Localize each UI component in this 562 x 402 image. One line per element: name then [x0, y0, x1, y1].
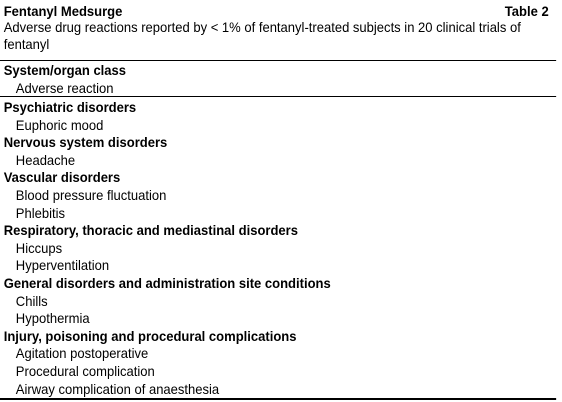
adverse-reaction: Agitation postoperative	[15, 345, 149, 362]
header-adverse-reaction: Adverse reaction	[15, 79, 114, 96]
group-respiratory	[4, 222, 553, 275]
adverse-reaction: Phlebitis	[15, 204, 66, 221]
document-title: Fentanyl Medsurge	[3, 3, 123, 19]
adverse-reaction: Chills	[15, 292, 48, 309]
system-organ-class: Nervous system disorders	[3, 134, 168, 151]
system-organ-class: Injury, poisoning and procedural complications	[3, 327, 297, 344]
system-organ-class: Vascular disorders	[3, 169, 121, 186]
adverse-reaction: Procedural complication	[15, 362, 155, 379]
group-general-disorders	[4, 275, 553, 328]
group-vascular	[4, 169, 553, 222]
group-injury-poisoning	[4, 328, 553, 398]
table-header	[4, 62, 553, 97]
header-rule	[0, 96, 556, 97]
table-caption: Adverse drug reactions reported by < 1% of fentanyl-treated subjects in 20 clinical trials of fentanyl	[3, 19, 521, 52]
adverse-reaction: Airway complication of anaesthesia	[15, 380, 220, 397]
table-number: Table 2	[504, 3, 549, 19]
top-rule	[0, 60, 556, 61]
bottom-rule	[0, 398, 556, 400]
group-nervous-system	[4, 134, 553, 169]
header-system-organ-class: System/organ class	[3, 62, 127, 78]
adverse-reaction: Hypothermia	[15, 310, 90, 327]
group-psychiatric	[4, 99, 553, 134]
system-organ-class: Respiratory, thoracic and mediastinal disorders	[3, 222, 298, 239]
system-organ-class: General disorders and administration site conditions	[3, 274, 331, 291]
adverse-reaction: Headache	[15, 151, 76, 168]
title-row	[4, 2, 553, 20]
system-organ-class: Psychiatric disorders	[3, 99, 137, 115]
adverse-reaction: Hyperventilation	[15, 257, 110, 274]
table-body	[4, 99, 553, 398]
adverse-reaction: Hiccups	[15, 239, 63, 256]
adverse-reaction: Euphoric mood	[15, 116, 104, 133]
adverse-reaction: Blood pressure fluctuation	[15, 186, 167, 203]
